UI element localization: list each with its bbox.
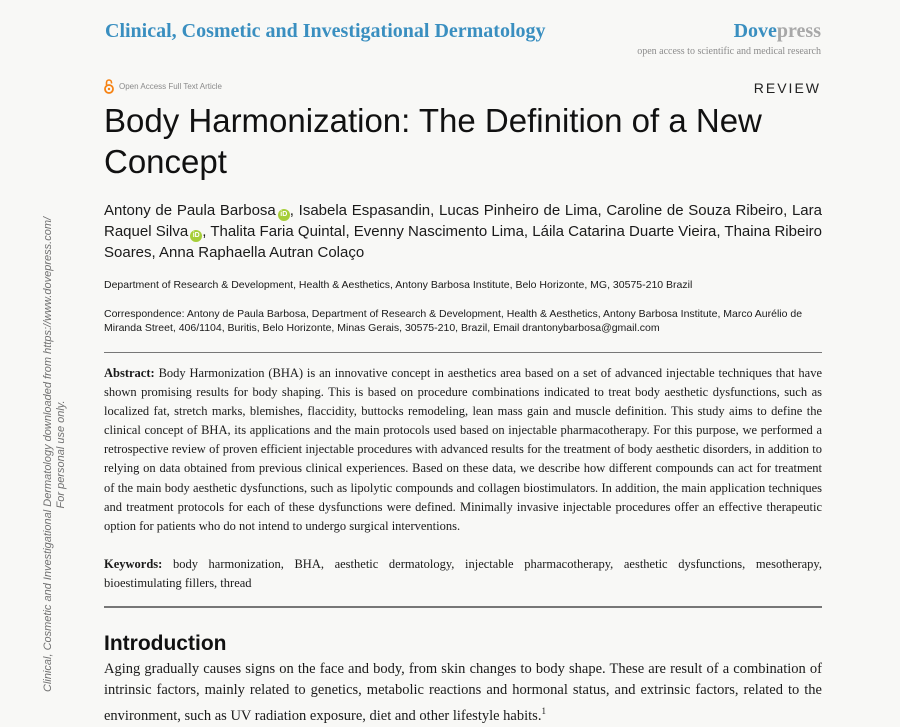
article-title: Body Harmonization: The Definition of a New Concept [104, 102, 762, 180]
author-name[interactable]: Thalita Faria Quintal [210, 223, 346, 240]
author-name[interactable]: Lara Raquel Silva [104, 202, 822, 240]
publisher-brand-part2: press [776, 20, 821, 42]
open-access-lock-icon [104, 78, 114, 94]
introduction-heading: Introduction [104, 632, 227, 655]
keywords [104, 555, 822, 593]
open-access-badge [104, 78, 222, 94]
publisher-tagline: open access to scientific and medical research [637, 46, 821, 57]
journal-title[interactable]: Clinical, Cosmetic and Investigational Dermatology [105, 20, 546, 42]
author-name[interactable]: Caroline de Souza Ribeiro [606, 202, 784, 219]
reference-link[interactable]: 1 [541, 706, 546, 716]
orcid-icon[interactable]: iD [190, 230, 202, 242]
download-side-note [42, 217, 68, 692]
abstract-top-divider [104, 352, 822, 353]
introduction-paragraph: Aging gradually causes signs on the face and body, from skin changes to body shape. These are result of a combination of intrinsic factors, mainly related to genetics, metabolic reactions and hormonal status, and extrinsic factors, related to the environment, such as UV radiation exposure, diet and other lifestyle habits. [104, 661, 822, 724]
affiliation: Department of Research & Development, Health & Aesthetics, Antony Barbosa Institute, Belo Horizonte, MG, 30575-210 Brazil [104, 279, 693, 291]
author-name[interactable]: Anna Raphaella Autran Colaço [159, 244, 365, 261]
publisher-brand-part1: Dove [733, 20, 777, 42]
side-note-line1: Clinical, Cosmetic and Investigational Dermatology downloaded from https://www.dovepress.com/ [42, 216, 54, 692]
keywords-label: Keywords: [104, 557, 163, 571]
author-list: Antony de Paula Barbosa iD , Isabela Espasandin, Lucas Pinheiro de Lima, Caroline de Souza Ribeiro, Lara Raquel Silva iD , Thalita Faria Quintal, Evenny Nascimento Lima, Láila Catarina Duarte Vieira, Thaina Ribeiro Soares, Anna Raphaella Autran Colaço [104, 202, 822, 261]
author-name[interactable]: Thaina Ribeiro Soares [104, 223, 822, 261]
author-name[interactable]: Antony de Paula Barbosa [104, 202, 276, 219]
keywords-text: body harmonization, BHA, aesthetic dermatology, injectable pharmacotherapy, aesthetic dysfunctions, mesotherapy, bioestimulating fillers, thread [104, 557, 822, 591]
correspondence: Correspondence: Antony de Paula Barbosa, Department of Research & Development, Health & Aesthetics, Antony Barbosa Institute, Marco Aurélio de Miranda Street, 406/1104, Buritis, Belo Horizonte, Minas Gerais, 30575-210, Brazil, Email drantonybarbosa@gmail.com [104, 308, 803, 334]
orcid-icon[interactable]: iD [278, 209, 290, 221]
abstract-text: Body Harmonization (BHA) is an innovative concept in aesthetics area based on a set of advanced injectable techniques that have shown promising results for body shaping. This is based on procedure combinations indicated to treat body aesthetic dysfunctions, such as localized fat, stretch marks, blemishes, flaccidity, buttocks remodeling, lean mass gain and muscle definition. This study aims to define the clinical concept of BHA, its applications and the main protocols used based on injectable pharmacotherapy. For this purpose, we performed a retrospective review of proven efficient injectable procedures with advanced results for the treatment of body aesthetic disorders, in addition to relying on data obtained from previous clinical experiences. Based on these data, we describe how different compounds can act for treatment of the main body aesthetic dysfunctions, such as lipolytic compounds and collagen biostimulators. In addition, the main application techniques and treatment protocols for each of these dysfunctions were defined. Minimally invasive injectable procedures offer an effective therapeutic option for patients who do not intend to undergo surgical interventions. [104, 366, 823, 533]
open-access-label: Open Access Full Text Article [119, 81, 223, 91]
side-note-line2: For personal use only. [55, 400, 67, 509]
author-name[interactable]: Evenny Nascimento Lima [353, 223, 524, 240]
abstract-bottom-divider [104, 606, 822, 608]
abstract-label: Abstract: [104, 366, 155, 380]
author-name[interactable]: Láila Catarina Duarte Vieira [532, 223, 717, 240]
abstract [104, 364, 822, 536]
article-type-label: REVIEW [753, 80, 821, 96]
author-name[interactable]: Isabela Espasandin [298, 202, 431, 219]
introduction-text [104, 659, 822, 727]
author-name[interactable]: Lucas Pinheiro de Lima [439, 202, 598, 219]
publisher-logo[interactable] [734, 20, 821, 43]
